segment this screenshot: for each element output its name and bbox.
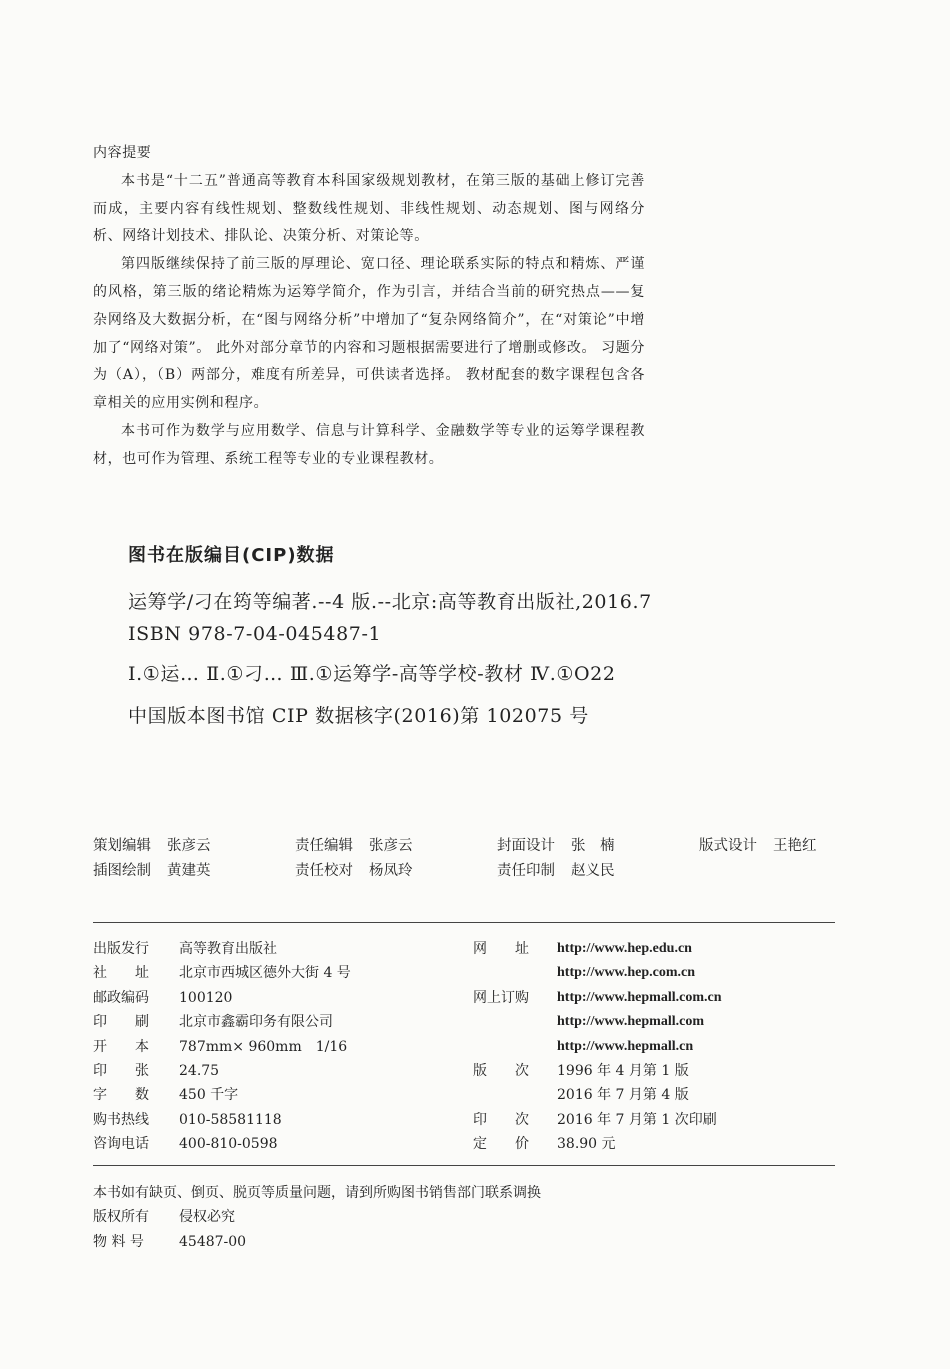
pub-label	[473, 1083, 557, 1107]
pub-url: http://www.hep.edu.cn	[557, 941, 692, 956]
footer-value: 45487-00	[179, 1233, 247, 1250]
pub-row	[93, 961, 835, 985]
pub-printing: 2016 年 7 月第 1 次印刷	[557, 1111, 717, 1128]
cip-classification: Ⅰ.①运… Ⅱ.①刁… Ⅲ.①运筹学-高等学校-教材 Ⅳ.①O22	[128, 663, 616, 685]
footer-row	[93, 1205, 835, 1229]
summary-paragraph: 本书可作为数学与应用数学、信息与计算科学、金融数学等专业的运筹学课程教材，也可作为管理、系统工程等专业的专业课程教材。	[93, 422, 645, 467]
summary-paragraph: 本书是“十二五”普通高等教育本科国家级规划教材，在第三版的基础上修订完善而成，主要内容有线性规划、整数线性规划、非线性规划、动态规划、图与网络分析、网络计划技术、排队论、决策分析、对策论等。	[93, 172, 645, 245]
pub-value: 010-58581118	[179, 1111, 282, 1128]
divider-bottom	[93, 1165, 835, 1166]
publication-info	[93, 937, 835, 1157]
pub-url: http://www.hepmall.com.cn	[557, 989, 722, 1005]
summary-heading: 内容提要	[93, 145, 152, 161]
pub-label: 印 次	[473, 1111, 529, 1128]
credit-label: 插图绘制	[93, 863, 151, 879]
pub-value: 北京市鑫霸印务有限公司	[179, 1014, 333, 1031]
pub-url: http://www.hepmall.cn	[557, 1038, 694, 1054]
pub-row	[93, 937, 835, 961]
pub-row	[93, 1108, 835, 1132]
pub-label: 购书热线	[93, 1111, 149, 1128]
cip-line: 运筹学/刁在筠等编著.--4 版.--北京:高等教育出版社,2016.7	[128, 591, 652, 613]
pub-url: http://www.hep.com.cn	[557, 965, 696, 981]
pub-label: 字 数	[93, 1087, 149, 1104]
pub-value: 787mm× 960mm 1/16	[179, 1038, 348, 1055]
credit-value: 王艳红	[773, 838, 817, 854]
cip-number: 中国版本图书馆 CIP 数据核字(2016)第 102075 号	[128, 705, 589, 727]
credit-value: 张彦云	[167, 838, 211, 854]
pub-label: 社 址	[93, 965, 149, 982]
pub-row	[93, 1010, 835, 1034]
credit-label: 版式设计	[699, 838, 757, 854]
pub-label: 定 价	[473, 1136, 529, 1153]
pub-price: 38.90 元	[557, 1136, 616, 1153]
pub-value: 400-810-0598	[179, 1136, 278, 1153]
cip-title: 图书在版编目(CIP)数据	[128, 545, 335, 566]
pub-label: 邮政编码	[93, 989, 149, 1006]
credit-label: 责任编辑	[295, 838, 353, 854]
credit-value: 张彦云	[369, 838, 413, 854]
pub-row	[93, 1132, 835, 1156]
credits-row	[93, 834, 853, 859]
pub-label: 咨询电话	[93, 1136, 149, 1153]
pub-label: 出版发行	[93, 941, 149, 957]
credit-label: 封面设计	[497, 838, 555, 854]
footer-label: 物 料 号	[93, 1233, 144, 1250]
summary-paragraph: 第四版继续保持了前三版的厚理论、宽口径、理论联系实际的特点和精炼、严谨的风格，第三版的绪论精炼为运筹学简介，作为引言，并结合当前的研究热点——复杂网络及大数据分析，在“图与网络分析”中增加了“复杂网络简介”，在“对策论”中增加了“网络对策”。 此外对部分章节的内容和习题根据需要进行了增删或修改。 习题分为（A），（B）两部分，难度有所差异，可供读者选择。 教材配套的数字课程包含各章相关的应用实例和程序。	[93, 256, 645, 412]
pub-url: http://www.hepmall.com	[557, 1014, 704, 1030]
pub-row	[93, 986, 835, 1010]
credit-label: 策划编辑	[93, 838, 151, 854]
pub-value: 高等教育出版社	[179, 941, 277, 957]
pub-label: 开 本	[93, 1038, 149, 1055]
editorial-credits	[93, 834, 853, 884]
pub-value: 24.75	[179, 1062, 220, 1079]
credit-label: 责任印制	[497, 863, 555, 879]
divider-top	[93, 922, 835, 923]
pub-label: 版 次	[473, 1062, 529, 1079]
pub-row	[93, 1059, 835, 1083]
pub-row	[93, 1035, 835, 1059]
content-summary	[93, 140, 645, 474]
footer-row	[93, 1230, 835, 1254]
quality-notice: 本书如有缺页、倒页、脱页等质量问题，请到所购图书销售部门联系调换	[93, 1185, 541, 1201]
pub-value: 北京市西城区德外大街 4 号	[179, 965, 351, 982]
footer-label: 版权所有	[93, 1209, 149, 1226]
credit-value: 杨凤玲	[369, 863, 413, 879]
credit-value: 赵义民	[571, 863, 615, 879]
pub-label: 印 张	[93, 1062, 149, 1079]
credit-value: 张 楠	[571, 838, 615, 854]
pub-value: 450 千字	[179, 1087, 239, 1104]
pub-label	[473, 961, 557, 985]
footer-value: 侵权必究	[179, 1209, 235, 1226]
credit-value: 黄建英	[167, 863, 211, 879]
pub-row	[93, 1083, 835, 1107]
footer-info	[93, 1181, 835, 1254]
cip-data-block	[93, 538, 653, 732]
pub-label: 网 址	[473, 941, 529, 957]
pub-label: 网上订购	[473, 989, 529, 1006]
pub-value: 100120	[179, 989, 233, 1006]
pub-label	[473, 1035, 557, 1059]
pub-edition: 1996 年 4 月第 1 版	[557, 1062, 689, 1079]
cip-isbn: ISBN 978-7-04-045487-1	[128, 623, 382, 645]
pub-edition: 2016 年 7 月第 4 版	[557, 1087, 689, 1104]
pub-label: 印 刷	[93, 1014, 149, 1031]
pub-label	[473, 1010, 557, 1034]
credit-label: 责任校对	[295, 863, 353, 879]
credits-row	[93, 859, 853, 884]
